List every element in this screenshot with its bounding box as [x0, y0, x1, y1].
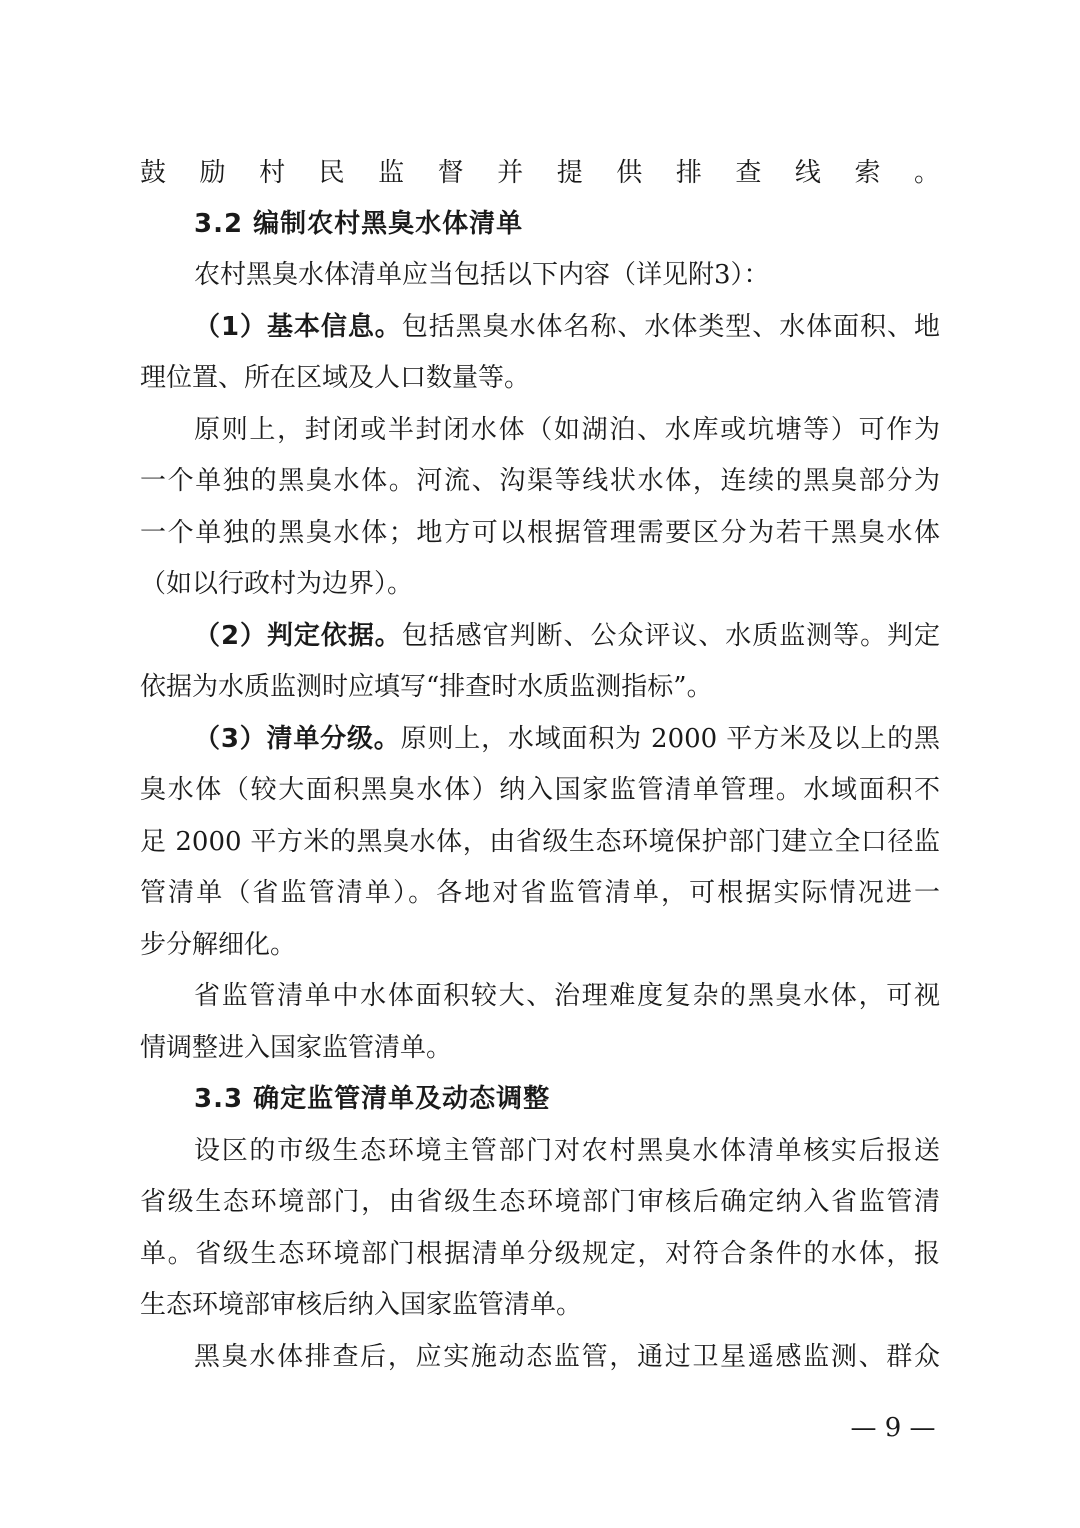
- paragraph-line: （如以行政村为边界）。: [140, 569, 414, 599]
- paragraph-line: 一个单独的黑臭水体；地方可以根据管理需要区分为若干黑臭水体: [140, 518, 940, 548]
- paragraph-line: 原则上，封闭或半封闭水体（如湖泊、水库或坑塘等）可作为: [194, 415, 940, 445]
- section-heading-3-3: 3.3 确定监管清单及动态调整: [194, 1084, 551, 1114]
- paragraph-line: 农村黑臭水体清单应当包括以下内容（详见附3）：: [194, 260, 770, 290]
- list-item-heading: （1）基本信息。: [194, 312, 402, 342]
- list-item-text: 包括黑臭水体名称、水体类型、水体面积、地: [401, 312, 940, 342]
- paragraph-line: 管清单（省监管清单）。各地对省监管清单，可根据实际情况进一: [140, 878, 940, 908]
- list-item-basic-info: [194, 311, 940, 343]
- paragraph-line: 鼓励村民监督并提供排查线索。: [140, 158, 940, 188]
- paragraph-line: 情调整进入国家监管清单。: [140, 1033, 453, 1063]
- paragraph-line: 臭水体（较大面积黑臭水体）纳入国家监管清单管理。水域面积不: [140, 775, 940, 805]
- paragraph-line: 依据为水质监测时应填写“排查时水质监测指标”。: [140, 672, 713, 702]
- paragraph-line: 省监管清单中水体面积较大、治理难度复杂的黑臭水体，可视: [194, 981, 940, 1011]
- list-item-heading: （3）清单分级。: [194, 724, 401, 754]
- paragraph-line: 理位置、所在区域及人口数量等。: [140, 363, 531, 393]
- page-number: — 9 —: [850, 1413, 936, 1443]
- list-item-criteria: [194, 620, 940, 652]
- paragraph-line: 单。省级生态环境部门根据清单分级规定，对符合条件的水体，报: [140, 1239, 940, 1269]
- paragraph-line: 设区的市级生态环境主管部门对农村黑臭水体清单核实后报送: [194, 1136, 940, 1166]
- list-item-text: 原则上，水域面积为 2000 平方米及以上的黑: [400, 724, 940, 754]
- paragraph-line: 足 2000 平方米的黑臭水体，由省级生态环境保护部门建立全口径监: [140, 827, 940, 857]
- paragraph-line: 黑臭水体排查后，应实施动态监管，通过卫星遥感监测、群众: [194, 1342, 940, 1372]
- paragraph-line: 步分解细化。: [140, 930, 297, 960]
- paragraph-line: 生态环境部审核后纳入国家监管清单。: [140, 1290, 583, 1320]
- section-heading-3-2: 3.2 编制农村黑臭水体清单: [194, 209, 524, 239]
- paragraph-line: 省级生态环境部门，由省级生态环境部门审核后确定纳入省监管清: [140, 1187, 940, 1217]
- paragraph-line: 一个单独的黑臭水体。河流、沟渠等线状水体，连续的黑臭部分为: [140, 466, 940, 496]
- list-item-heading: （2）判定依据。: [194, 621, 402, 651]
- list-item-text: 包括感官判断、公众评议、水质监测等。判定: [401, 621, 940, 651]
- list-item-grading: [194, 723, 940, 755]
